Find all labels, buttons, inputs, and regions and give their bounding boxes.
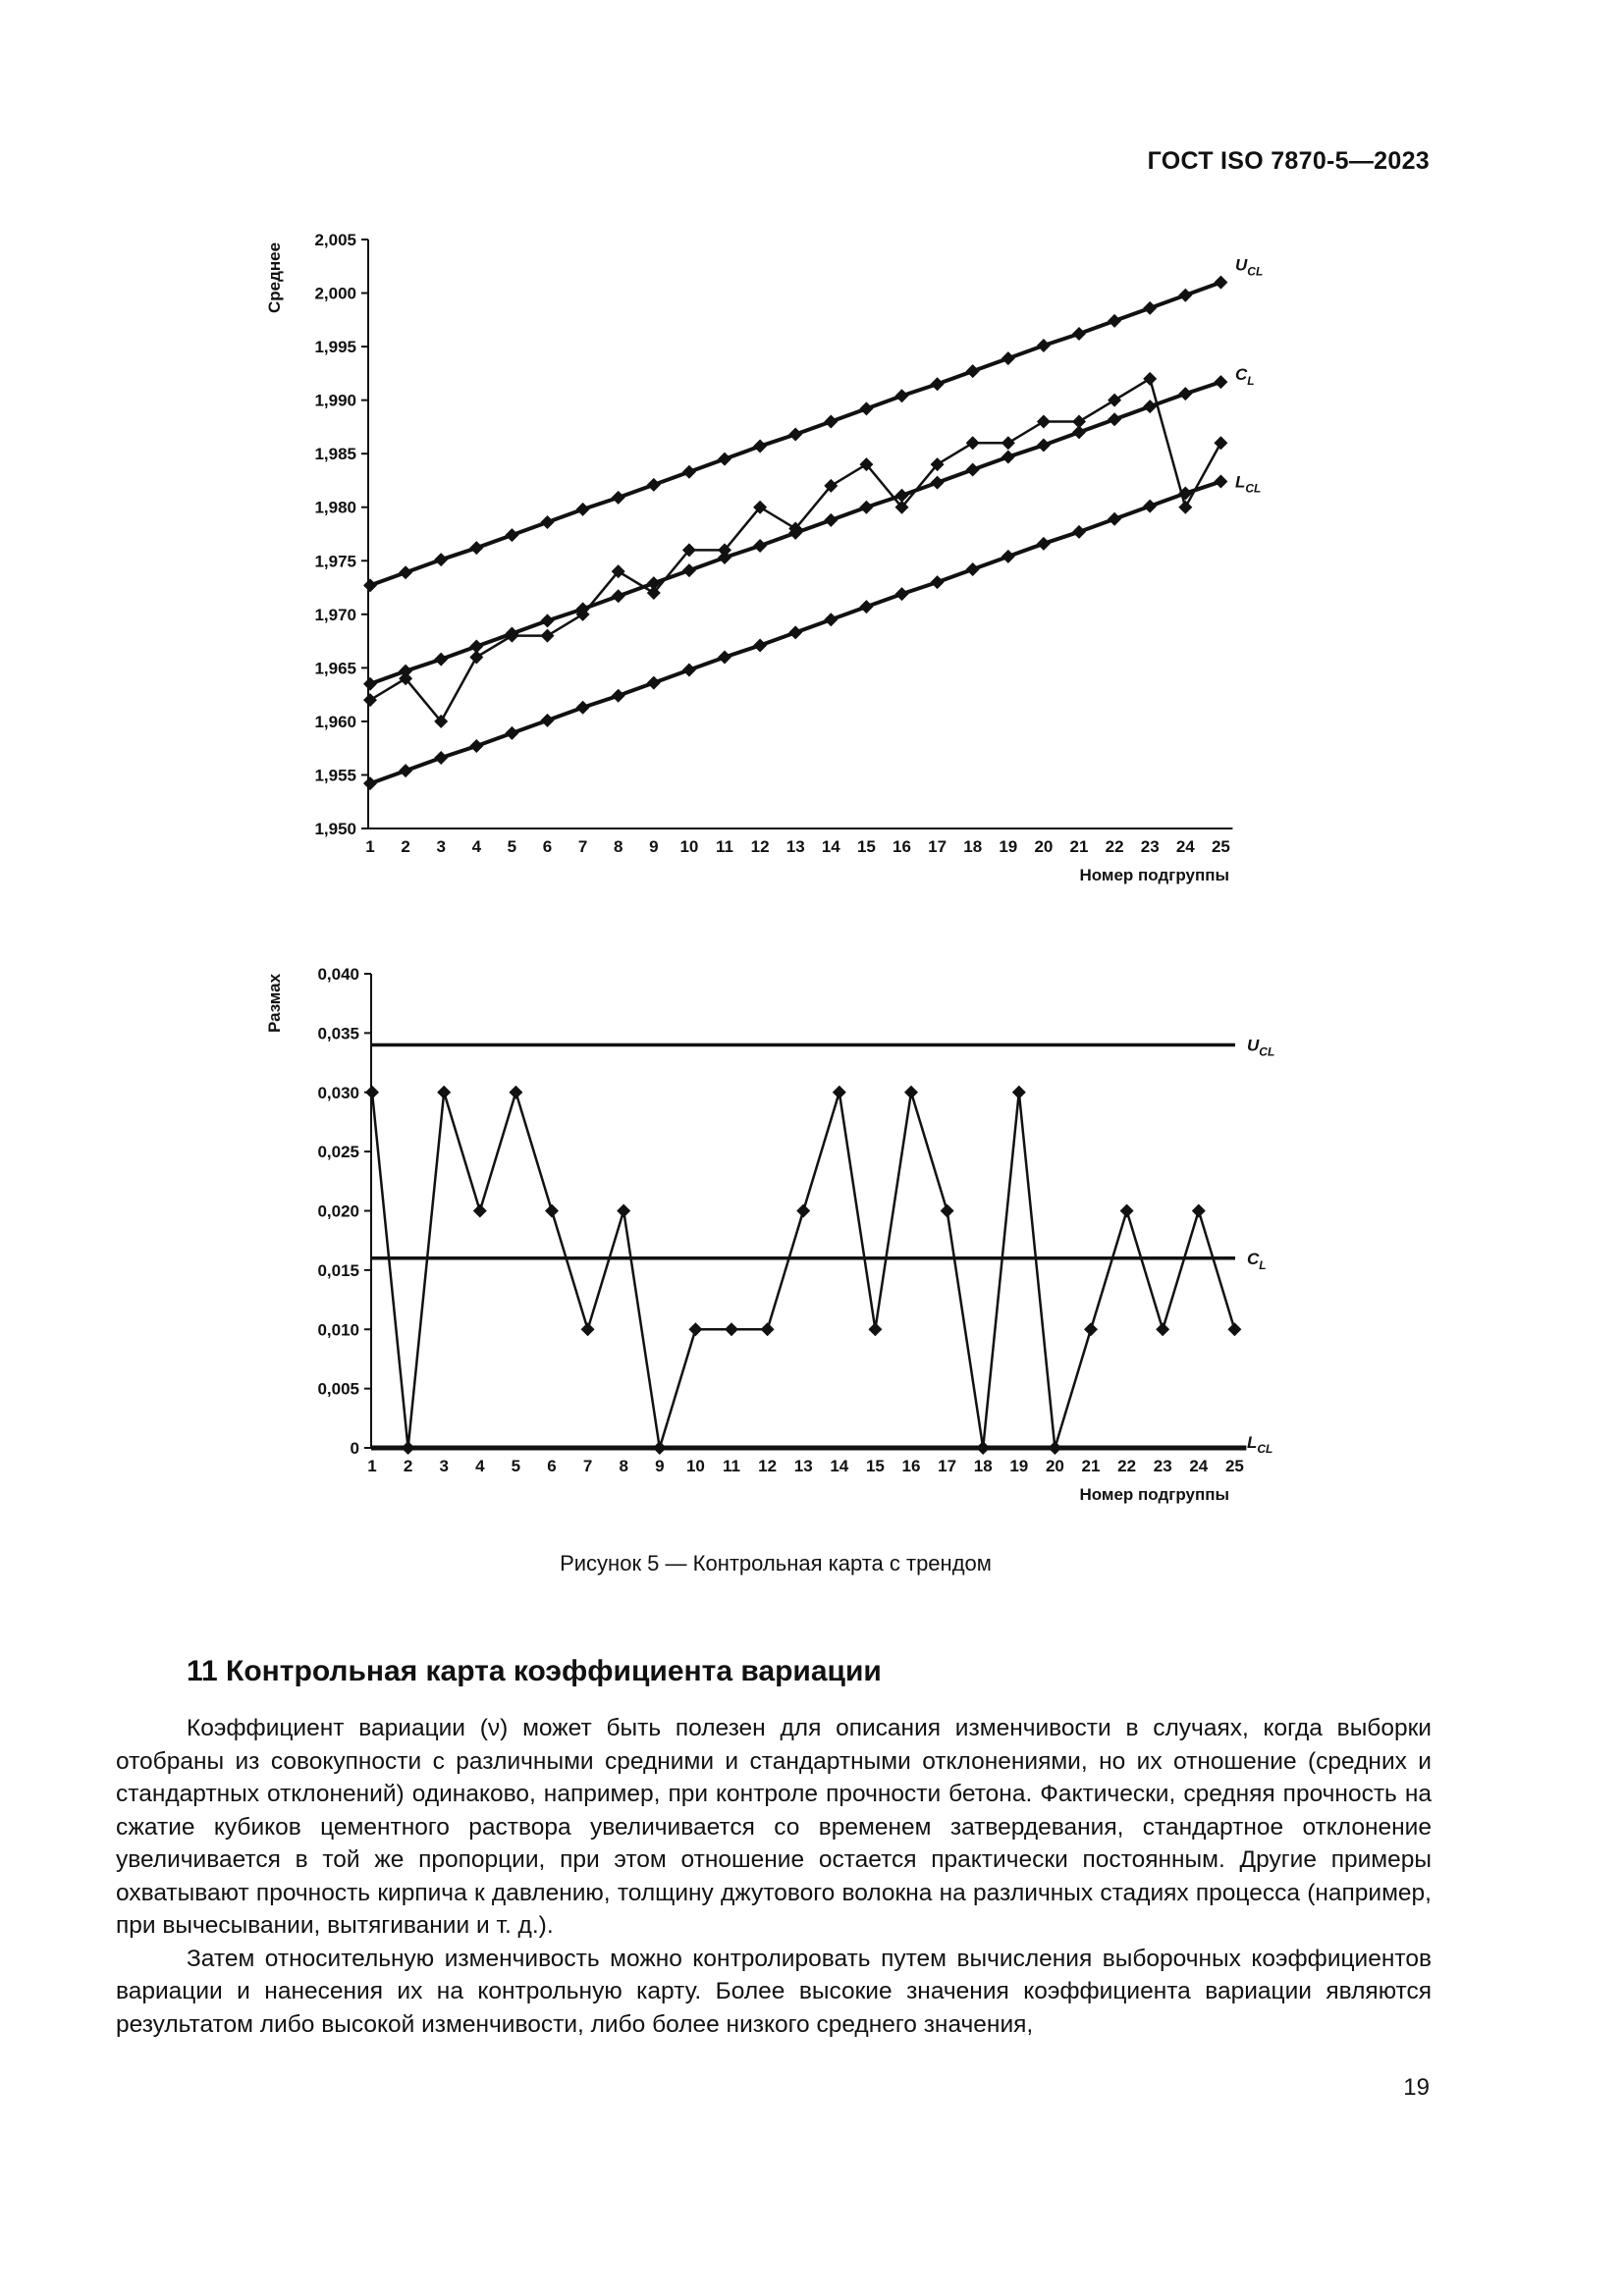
- data-point: [1227, 1322, 1241, 1336]
- x-tick-label: 9: [649, 837, 659, 856]
- x-tick-label: 1: [365, 837, 375, 856]
- y-axis-title: Среднее: [265, 241, 284, 314]
- x-tick-label: 25: [1224, 1457, 1244, 1475]
- control-limit-label: $L_{CL}$: [1247, 1433, 1273, 1456]
- x-tick-label: 2: [403, 1457, 413, 1475]
- data-point: [437, 1086, 451, 1099]
- data-point: [545, 1204, 559, 1218]
- x-tick-label: 13: [785, 837, 805, 856]
- y-tick-label: 1,960: [314, 712, 356, 731]
- data-point: [1084, 1322, 1098, 1336]
- x-tick-label: 15: [856, 837, 876, 856]
- y-tick-label: 1,995: [314, 338, 356, 357]
- x-tick-label: 12: [758, 1457, 778, 1475]
- data-point: [509, 1086, 522, 1099]
- x-tick-label: 20: [1045, 1457, 1064, 1475]
- x-tick-label: 3: [439, 1457, 449, 1475]
- x-tick-label: 10: [685, 1457, 705, 1475]
- x-tick-label: 8: [619, 1457, 628, 1475]
- y-tick-label: 0,020: [317, 1201, 359, 1221]
- data-point: [1012, 1086, 1026, 1099]
- x-tick-label: 23: [1140, 837, 1160, 856]
- data-point: [833, 1086, 846, 1099]
- y-tick-label: 1,990: [314, 391, 356, 410]
- document-standard-header: ГОСТ ISO 7870-5—2023: [1147, 147, 1430, 175]
- section-body: [116, 1712, 1432, 2041]
- x-tick-label: 25: [1211, 837, 1230, 856]
- x-tick-label: 12: [750, 837, 770, 856]
- figure-caption: Рисунок 5 — Контрольная карта с трендом: [560, 1551, 992, 1575]
- y-tick-label: 0,040: [317, 965, 359, 984]
- section-title: 11 Контрольная карта коэффициента вариации: [187, 1655, 882, 1687]
- x-tick-label: 21: [1081, 1457, 1101, 1475]
- data-point: [1156, 1322, 1169, 1336]
- data-point: [1048, 1441, 1061, 1455]
- y-tick-label: 2,000: [314, 284, 356, 303]
- y-tick-label: 1,975: [314, 552, 356, 571]
- y-tick-label: 1,985: [314, 445, 356, 464]
- x-tick-label: 14: [830, 1457, 849, 1475]
- data-point: [1120, 1204, 1134, 1218]
- y-axis-title: Размах: [265, 973, 284, 1034]
- x-tick-label: 16: [893, 837, 911, 856]
- data-point: [761, 1322, 775, 1336]
- x-tick-label: 8: [613, 837, 623, 856]
- x-tick-label: 7: [582, 1457, 593, 1475]
- data-point: [796, 1204, 810, 1218]
- y-tick-label: 0,015: [317, 1260, 359, 1280]
- y-tick-label: 1,980: [314, 498, 356, 517]
- data-point: [473, 1204, 487, 1218]
- y-tick-label: 1,965: [314, 659, 356, 678]
- control-limit-label: $U_{CL}$: [1247, 1036, 1275, 1059]
- x-axis-title: Номер подгруппы: [1079, 866, 1229, 884]
- data-point: [904, 1086, 918, 1099]
- y-tick-label: 0,010: [317, 1320, 359, 1340]
- x-tick-label: 22: [1105, 837, 1124, 856]
- data-point: [365, 1086, 379, 1099]
- x-tick-label: 7: [577, 837, 588, 856]
- x-tick-label: 1: [367, 1457, 377, 1475]
- x-tick-label: 4: [475, 1457, 485, 1475]
- control-limit-label: $L_{CL}$: [1235, 472, 1262, 496]
- x-tick-label: 5: [511, 1457, 521, 1475]
- series-line: [372, 1093, 1234, 1448]
- x-tick-label: 11: [723, 1457, 740, 1475]
- data-point: [653, 1441, 667, 1455]
- x-tick-label: 2: [401, 837, 410, 856]
- y-tick-label: 1,970: [314, 605, 356, 624]
- control-limit-label: $C_L$: [1235, 365, 1255, 389]
- data-point: [617, 1204, 630, 1218]
- x-tick-label: 18: [963, 837, 983, 856]
- x-tick-label: 9: [655, 1457, 665, 1475]
- x-tick-label: 4: [471, 837, 482, 856]
- x-tick-label: 17: [928, 837, 947, 856]
- data-point: [941, 1204, 954, 1218]
- x-tick-label: 10: [679, 837, 699, 856]
- x-tick-label: 15: [865, 1457, 885, 1475]
- x-tick-label: 6: [542, 837, 553, 856]
- page-number: 19: [1403, 2074, 1430, 2101]
- x-tick-label: 3: [436, 837, 446, 856]
- y-tick-label: 2,005: [314, 231, 356, 249]
- x-tick-label: 19: [999, 837, 1018, 856]
- x-tick-label: 13: [793, 1457, 813, 1475]
- x-tick-label: 16: [901, 1457, 921, 1475]
- x-tick-label: 21: [1069, 837, 1089, 856]
- x-tick-label: 5: [507, 837, 517, 856]
- data-point: [725, 1322, 738, 1336]
- x-tick-label: 17: [938, 1457, 957, 1475]
- x-tick-label: 22: [1117, 1457, 1137, 1475]
- y-tick-label: 1,955: [314, 766, 356, 785]
- paragraph: Затем относительную изменчивость можно контролировать путем вычисления выборочных коэффициентов вариации и нанесения их на контрольную карту. Более высокие значения коэффициента вариации являются результатом либо высокой изменчивости, либо более низкого среднего значения,: [116, 1945, 1432, 2038]
- x-tick-label: 14: [821, 837, 840, 856]
- data-point: [688, 1322, 702, 1336]
- data-point: [402, 1441, 415, 1455]
- x-tick-label: 19: [1009, 1457, 1029, 1475]
- data-point: [1192, 1204, 1206, 1218]
- x-tick-label: 24: [1189, 1457, 1209, 1475]
- x-axis-title: Номер подгруппы: [1079, 1485, 1229, 1504]
- x-tick-label: 18: [973, 1457, 993, 1475]
- control-limit-label: $U_{CL}$: [1235, 255, 1264, 279]
- y-tick-label: 0,025: [317, 1143, 359, 1162]
- data-point: [868, 1322, 882, 1336]
- control-limit-label: $C_L$: [1247, 1249, 1267, 1272]
- x-tick-label: 24: [1175, 837, 1195, 856]
- x-tick-label: 11: [716, 837, 733, 856]
- paragraph: Коэффициент вариации (ν) может быть полезен для описания изменчивости в случаях, когда выборки отобраны из совокупности с различными средними и стандартными отклонениями, но их отношение (средних и стандартных отклонений) одинаково, например, при контроле прочности бетона. Фактически, средняя прочность на сжатие кубиков цементного раствора увеличивается со временем затвердевания, стандартное отклонение увеличивается в той же пропорции, при этом отношение остается практически постоянным. Другие примеры охватывают прочность кирпича к давлению, толщину джутового волокна на различных стадиях процесса (например, при вычесывании, вытягивании и т. д.).: [116, 1715, 1432, 1939]
- data-point: [976, 1441, 990, 1455]
- x-tick-label: 20: [1034, 837, 1054, 856]
- x-tick-label: 23: [1153, 1457, 1172, 1475]
- y-tick-label: 0,030: [317, 1083, 359, 1102]
- data-point: [581, 1322, 595, 1336]
- y-tick-label: 0: [350, 1439, 359, 1458]
- y-tick-label: 0,005: [317, 1379, 359, 1399]
- y-tick-label: 0,035: [317, 1024, 359, 1043]
- y-tick-label: 1,950: [314, 820, 356, 838]
- x-tick-label: 6: [547, 1457, 557, 1475]
